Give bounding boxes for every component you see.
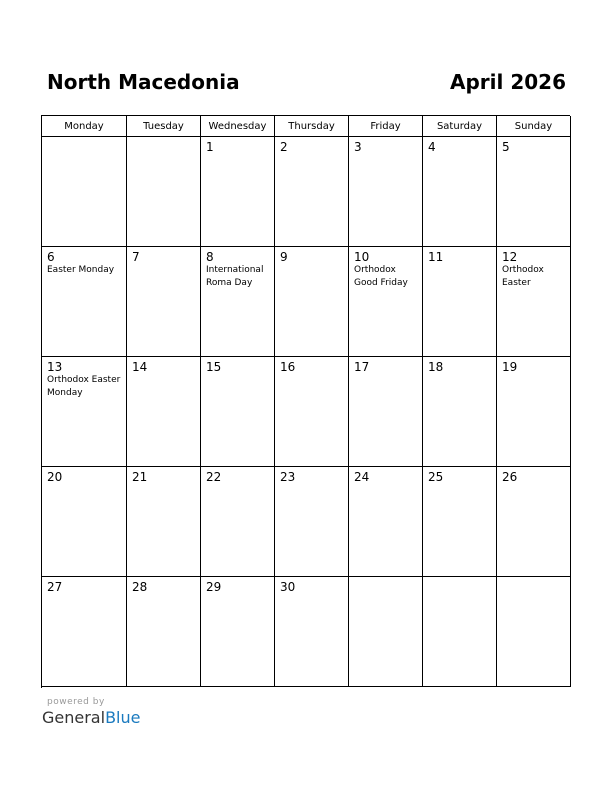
day-number: 28	[132, 580, 148, 594]
day-cell	[497, 577, 571, 687]
day-number: 30	[280, 580, 296, 594]
day-number: 1	[206, 140, 214, 154]
day-cell	[127, 577, 201, 687]
day-number: 22	[206, 470, 222, 484]
month-year-title: April 2026	[450, 70, 566, 94]
day-cell	[349, 247, 423, 357]
brand-general-text: General	[42, 708, 106, 727]
powered-by-label: powered by	[47, 697, 105, 707]
day-cell	[423, 467, 497, 577]
day-cell	[423, 247, 497, 357]
holiday-label: Orthodox Good Friday	[354, 265, 408, 288]
day-number: 8	[206, 250, 214, 264]
day-number: 4	[428, 140, 436, 154]
day-number: 24	[354, 470, 370, 484]
holiday-label: Easter Monday	[47, 265, 115, 275]
day-cell	[497, 247, 571, 357]
day-cell	[497, 357, 571, 467]
weekday-header: Saturday	[423, 116, 497, 137]
weekday-header: Tuesday	[127, 116, 201, 137]
day-cell	[42, 137, 127, 247]
day-number: 13	[47, 360, 63, 374]
day-number: 3	[354, 140, 362, 154]
day-number: 2	[280, 140, 288, 154]
brand-blue-text: Blue	[105, 708, 141, 727]
generalblue-logo[interactable]	[42, 708, 140, 727]
calendar-grid	[41, 115, 570, 688]
day-cell	[497, 467, 571, 577]
day-number: 10	[354, 250, 370, 264]
day-cell	[349, 137, 423, 247]
day-number: 25	[428, 470, 444, 484]
day-number: 5	[502, 140, 510, 154]
day-number: 18	[428, 360, 444, 374]
day-cell	[423, 577, 497, 687]
day-cell	[42, 247, 127, 357]
day-cell	[275, 137, 349, 247]
day-number: 23	[280, 470, 296, 484]
day-number: 27	[47, 580, 63, 594]
weekday-header: Monday	[42, 116, 127, 137]
day-cell	[127, 467, 201, 577]
day-number: 21	[132, 470, 148, 484]
day-cell	[275, 467, 349, 577]
day-cell	[127, 137, 201, 247]
day-cell	[423, 357, 497, 467]
day-number: 20	[47, 470, 63, 484]
day-cell	[42, 577, 127, 687]
day-number: 11	[428, 250, 444, 264]
day-number: 29	[206, 580, 222, 594]
day-number: 12	[502, 250, 518, 264]
day-cell	[201, 467, 275, 577]
day-cell	[201, 247, 275, 357]
day-cell	[42, 467, 127, 577]
day-cell	[42, 357, 127, 467]
day-number: 17	[354, 360, 370, 374]
holiday-label: International Roma Day	[206, 265, 264, 288]
weekday-header: Sunday	[497, 116, 571, 137]
day-number: 26	[502, 470, 518, 484]
day-cell	[201, 577, 275, 687]
day-cell	[201, 137, 275, 247]
weekday-header: Thursday	[275, 116, 349, 137]
day-cell	[201, 357, 275, 467]
weekday-header: Wednesday	[201, 116, 275, 137]
day-cell	[275, 247, 349, 357]
day-cell	[423, 137, 497, 247]
weekday-header: Friday	[349, 116, 423, 137]
day-cell	[497, 137, 571, 247]
holiday-label: Orthodox Easter	[502, 265, 544, 288]
day-cell	[127, 357, 201, 467]
holiday-label: Orthodox Easter Monday	[47, 375, 121, 398]
country-title: North Macedonia	[47, 70, 240, 94]
day-cell	[349, 577, 423, 687]
day-cell	[275, 577, 349, 687]
day-cell	[275, 357, 349, 467]
day-cell	[349, 357, 423, 467]
day-cell	[127, 247, 201, 357]
day-number: 14	[132, 360, 148, 374]
day-cell	[349, 467, 423, 577]
day-number: 9	[280, 250, 288, 264]
day-number: 16	[280, 360, 296, 374]
day-number: 6	[47, 250, 55, 264]
day-number: 7	[132, 250, 140, 264]
day-number: 15	[206, 360, 222, 374]
day-number: 19	[502, 360, 518, 374]
